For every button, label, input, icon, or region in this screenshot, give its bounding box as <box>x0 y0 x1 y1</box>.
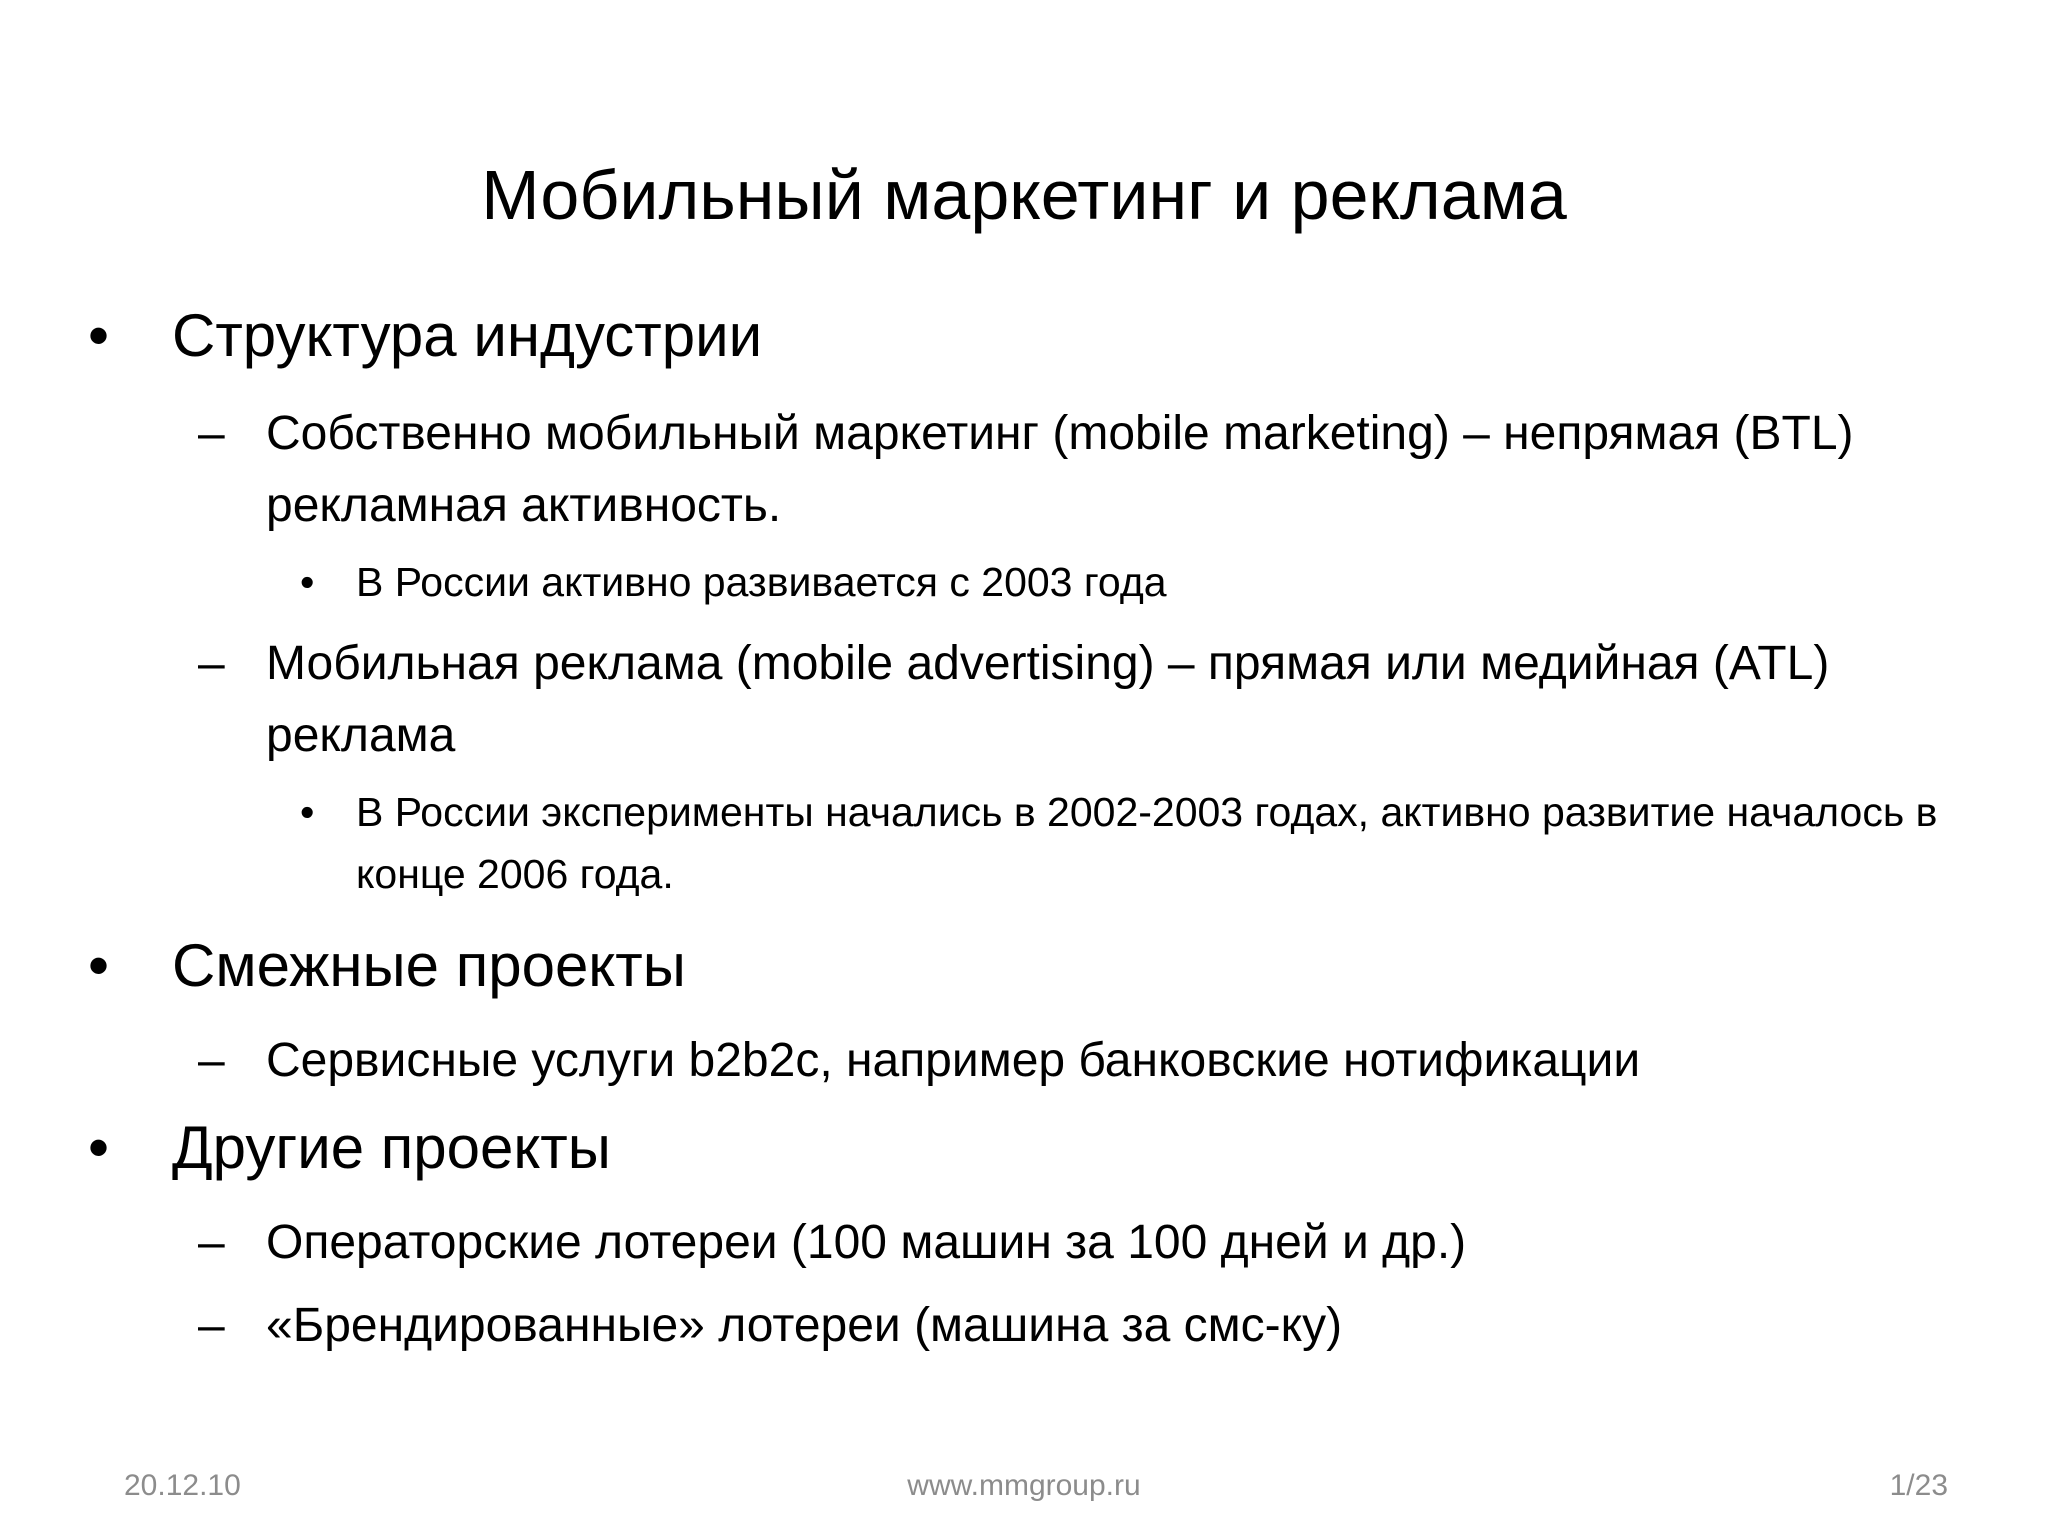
bullet-marker: • <box>300 559 315 605</box>
sub-item-text: Операторские лотереи (100 машин за 100 дней и др.) <box>266 1216 1467 1269</box>
bullet-item <box>88 930 686 1002</box>
bullet-marker: • <box>88 932 110 999</box>
sub-item <box>198 1025 1916 1097</box>
sub-sub-item <box>300 781 1976 905</box>
dash-marker: – <box>198 407 225 460</box>
bullet-marker: • <box>88 302 110 369</box>
sub-item <box>198 1290 1916 1362</box>
bullet-item <box>88 1112 611 1184</box>
sub-item-text: Мобильная реклама (mobile advertising) – прямая или медийная (ATL) реклама <box>266 637 1830 762</box>
sub-item <box>198 628 1916 772</box>
bullet-text: Структура индустрии <box>172 302 763 369</box>
bullet-text: Другие проекты <box>172 1114 611 1181</box>
dash-marker: – <box>198 1299 225 1352</box>
sub-item-text: Сервисные услуги b2b2c, например банковские нотификации <box>266 1034 1641 1087</box>
bullet-marker: • <box>300 789 315 835</box>
footer-url: www.mmgroup.ru <box>907 1469 1141 1502</box>
sub-item-text: «Брендированные» лотереи (машина за смс-ку) <box>266 1299 1343 1352</box>
slide-title: Мобильный маркетинг и реклама <box>481 156 1567 234</box>
bullet-marker: • <box>88 1114 110 1181</box>
footer-date: 20.12.10 <box>124 1469 241 1502</box>
bullet-text: Смежные проекты <box>172 932 686 999</box>
dash-marker: – <box>198 637 225 690</box>
dash-marker: – <box>198 1216 225 1269</box>
footer-page-number: 1/23 <box>1889 1469 1948 1502</box>
sub-item <box>198 398 1916 542</box>
dash-marker: – <box>198 1034 225 1087</box>
sub-sub-item <box>300 551 1976 613</box>
sub-item-text: Собственно мобильный маркетинг (mobile marketing) – непрямая (BTL) рекламная активность. <box>266 407 1854 532</box>
sub-item <box>198 1207 1916 1279</box>
sub-sub-item-text: В России эксперименты начались в 2002-2003 годах, активно развитие началось в конце 2006 года. <box>356 789 1938 897</box>
bullet-item <box>88 300 762 372</box>
sub-sub-item-text: В России активно развивается с 2003 года <box>356 559 1167 605</box>
